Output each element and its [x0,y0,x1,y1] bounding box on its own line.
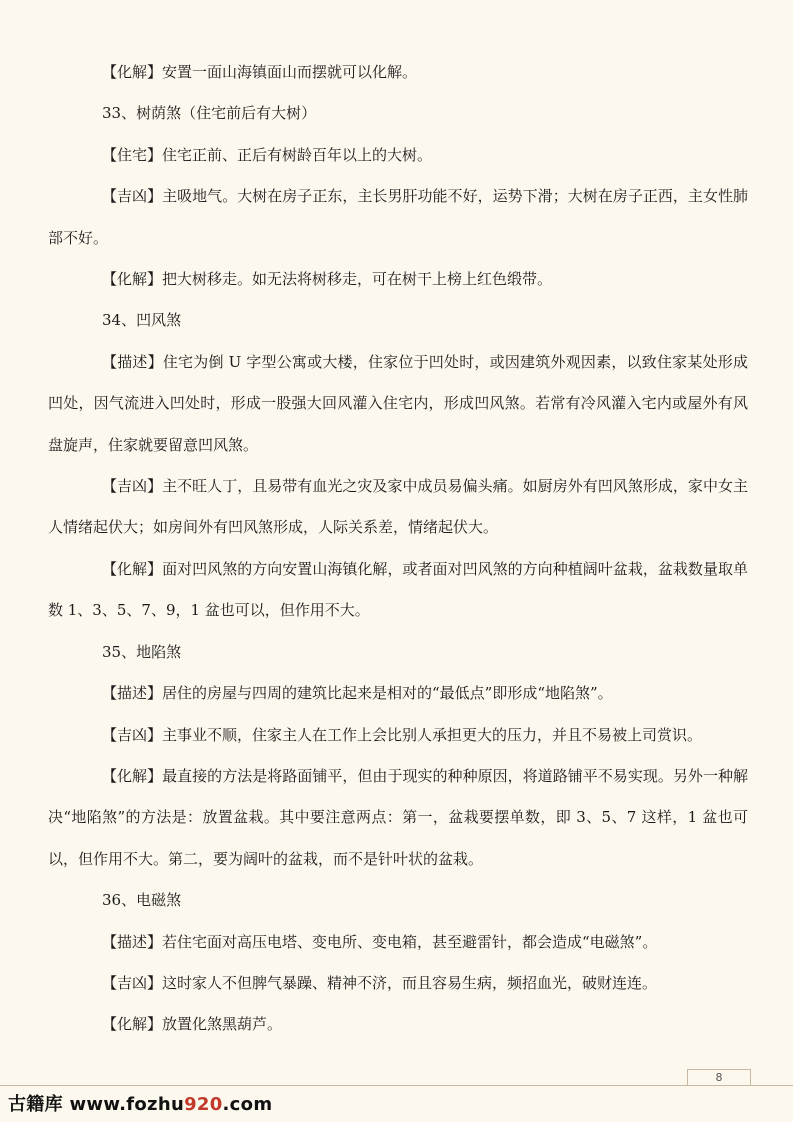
section-heading: 36、电磁煞 [102,891,182,910]
site-url-number: 920 [184,1094,223,1115]
site-url-prefix: www.fozhu [69,1094,185,1115]
site-url-suffix: .com [222,1094,273,1115]
paragraph: 【住宅】住宅正前、正后有树龄百年以上的大树。 [102,145,433,164]
paragraph: 【描述】住宅为倒 U 字型公寓或大楼，住家位于凹处时，或因建筑外观因素，以致住家某处形成凹处，因气流进入凹处时，形成一股强大回风灌入住宅内，形成凹风煞。若常有冷风灌入宅内或屋外有风盘旋声，住家就要留意凹风煞。 [48,352,748,454]
paragraph: 【描述】若住宅面对高压电塔、变电所、变电箱，甚至避雷针，都会造成“电磁煞”。 [102,932,658,951]
paragraph: 【化解】放置化煞黑葫芦。 [102,1015,283,1034]
paragraph: 【吉凶】这时家人不但脾气暴躁、精神不济，而且容易生病，频招血光，破财连连。 [102,973,658,992]
body-text [48,52,748,1046]
paragraph: 【化解】把大树移走。如无法将树移走，可在树干上榜上红色缎带。 [102,270,553,289]
site-watermark [8,1090,272,1116]
section-heading: 33、树荫煞（住宅前后有大树） [102,104,317,123]
page-number: 8 [687,1069,751,1086]
footer-divider [0,1085,793,1086]
paragraph: 【化解】最直接的方法是将路面铺平，但由于现实的种种原因，将道路铺平不易实现。另外一种解决“地陷煞”的方法是：放置盆栽。其中要注意两点：第一，盆栽要摆单数，即 3、5、7 这样，1 盆也可以，但作用不大。第二，要为阔叶的盆栽，而不是针叶状的盆栽。 [48,766,748,868]
paragraph: 【吉凶】主不旺人丁，且易带有血光之灾及家中成员易偏头痛。如厨房外有凹风煞形成，家中女主人情绪起伏大；如房间外有凹风煞形成，人际关系差，情绪起伏大。 [48,477,748,537]
section-heading: 34、凹风煞 [102,311,182,330]
paragraph: 【吉凶】主事业不顺，住家主人在工作上会比别人承担更大的压力，并且不易被上司赏识。 [102,725,703,744]
paragraph: 【化解】安置一面山海镇面山而摆就可以化解。 [102,63,418,81]
paragraph: 【化解】面对凹风煞的方向安置山海镇化解，或者面对凹风煞的方向种植阔叶盆栽，盆栽数量取单数 1、3、5、7、9，1 盆也可以，但作用不大。 [48,559,748,620]
paragraph: 【描述】居住的房屋与四周的建筑比起来是相对的“最低点”即形成“地陷煞”。 [102,684,613,703]
section-heading: 35、地陷煞 [102,642,182,661]
paragraph: 【吉凶】主吸地气。大树在房子正东，主长男肝功能不好，运势下滑；大树在房子正西，主女性肺部不好。 [48,187,748,247]
site-name: 古籍库 [8,1094,63,1115]
